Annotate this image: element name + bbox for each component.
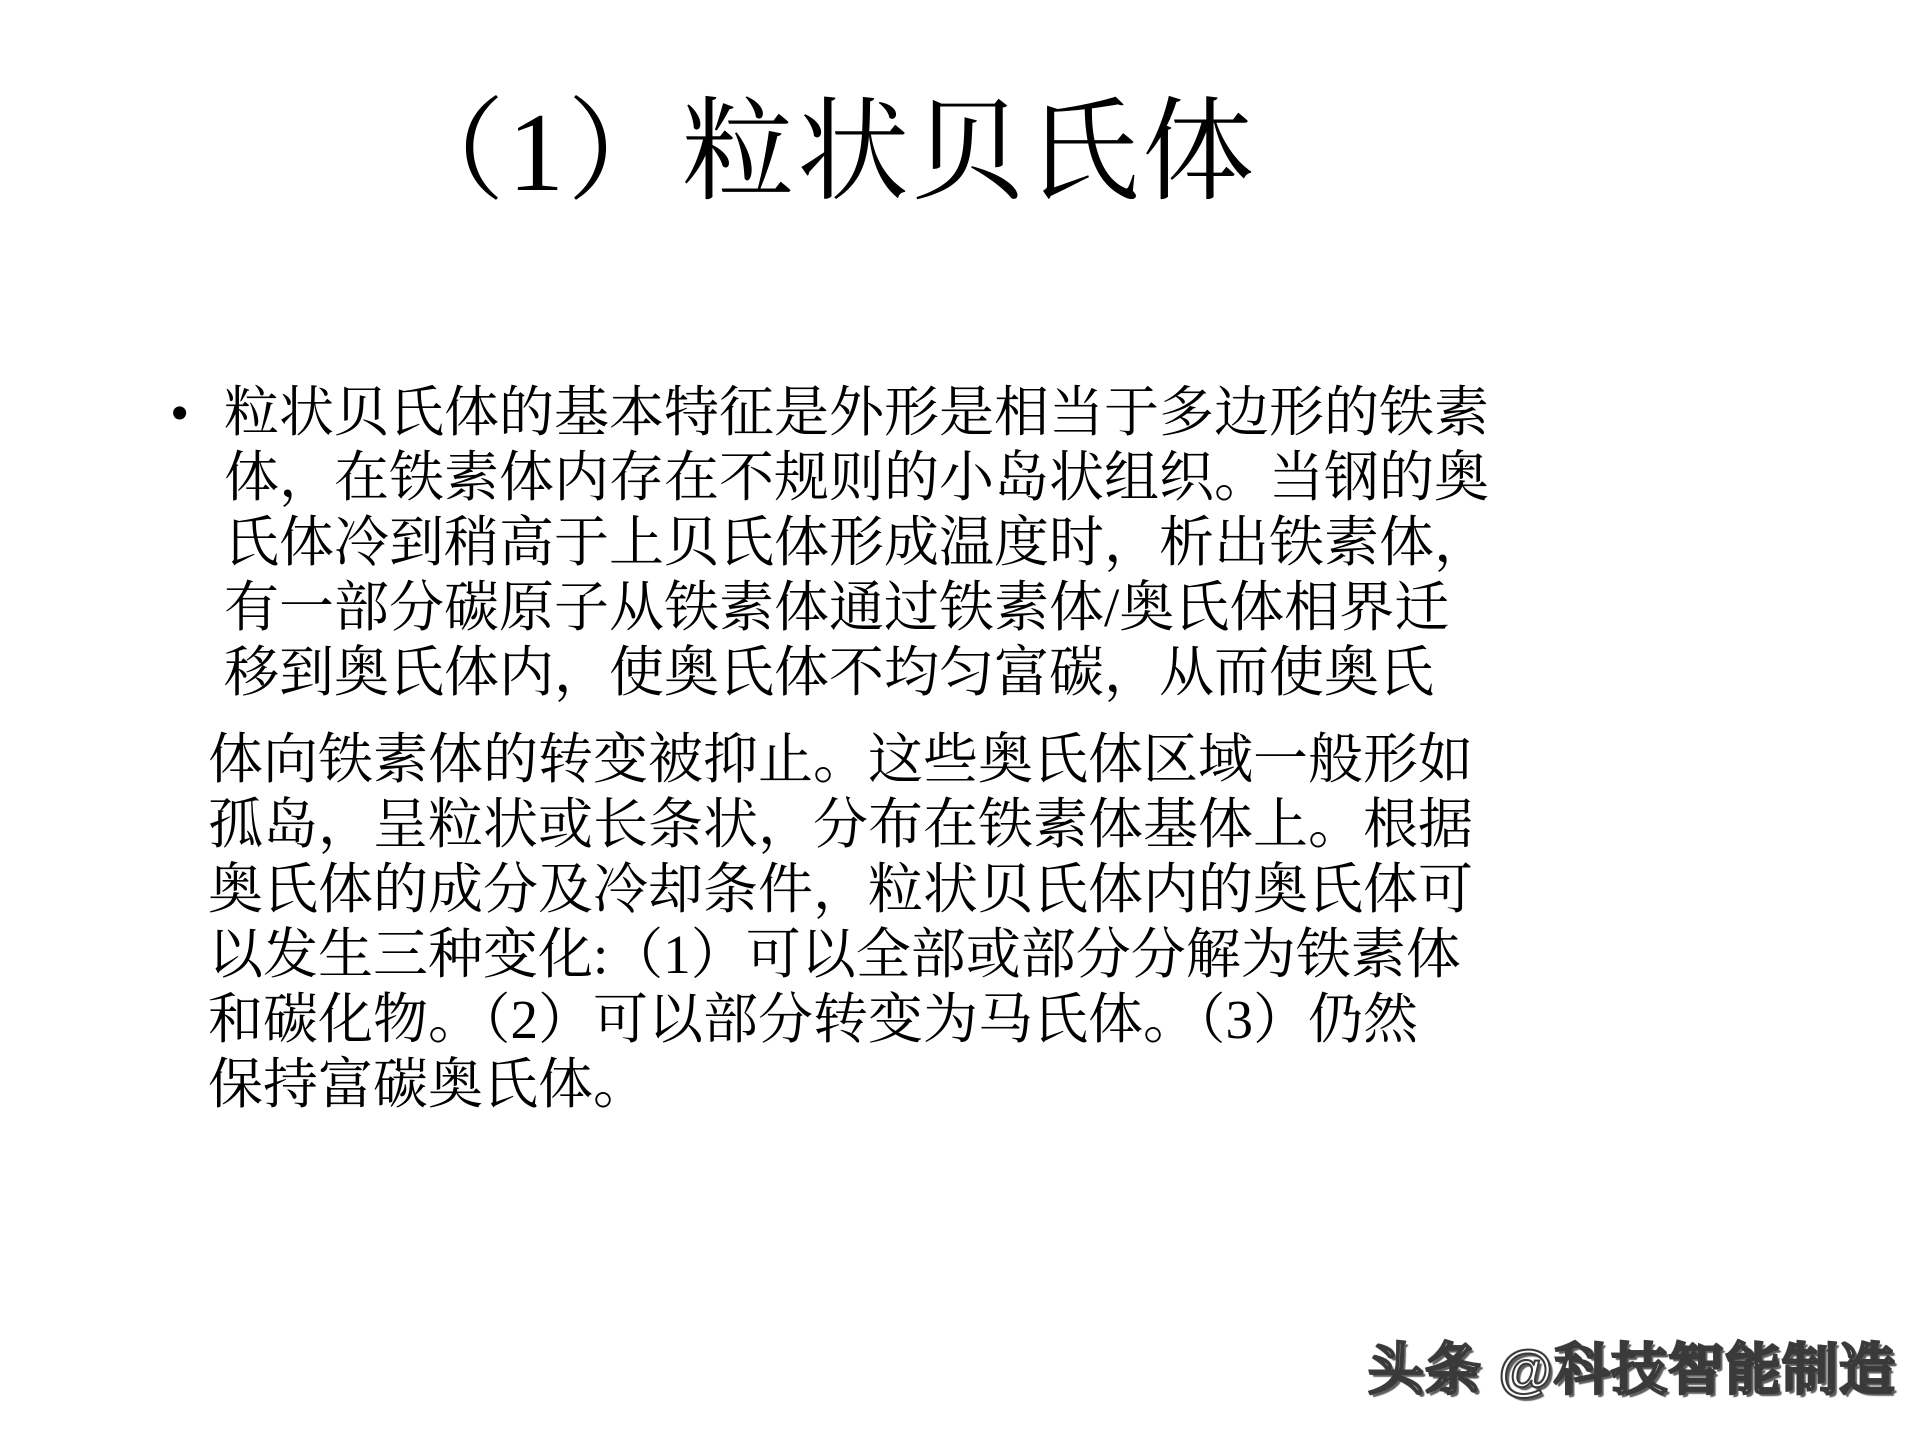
body-paragraph-1 [224, 380, 1489, 705]
bullet-marker: • [170, 382, 190, 443]
text-line: 移到奥氏体内，使奥氏体不均匀富碳，从而使奥氏 [224, 642, 1435, 703]
text-line: 保持富碳奥氏体。 [208, 1054, 649, 1115]
text-line: 有一部分碳原子从铁素体通过铁素体/奥氏体相界迁 [224, 577, 1450, 638]
watermark-toutiao: 头条 @科技智能制造 [1367, 1338, 1896, 1401]
text-line: 体，在铁素体内存在不规则的小岛状组织。当钢的奥 [224, 447, 1490, 508]
body-paragraph-2 [208, 727, 1473, 1117]
text-line: 奥氏体的成分及冷却条件，粒状贝氏体内的奥氏体可 [208, 859, 1474, 920]
text-line: 孤岛，呈粒状或长条状，分布在铁素体基体上。根据 [208, 794, 1474, 855]
text-line: 粒状贝氏体的基本特征是外形是相当于多边形的铁素 [224, 382, 1490, 443]
text-line: 以发生三种变化:（1）可以全部或部分分解为铁素体 [208, 924, 1461, 985]
text-line: 氏体冷到稍高于上贝氏体形成温度时，析出铁素体， [224, 512, 1490, 573]
slide-title: （1）粒状贝氏体 [393, 91, 1257, 215]
text-line: 体向铁素体的转变被抑止。这些奥氏体区域一般形如 [208, 729, 1474, 790]
text-line: 和碳化物。（2）可以部分转变为马氏体。（3）仍然 [208, 989, 1419, 1050]
